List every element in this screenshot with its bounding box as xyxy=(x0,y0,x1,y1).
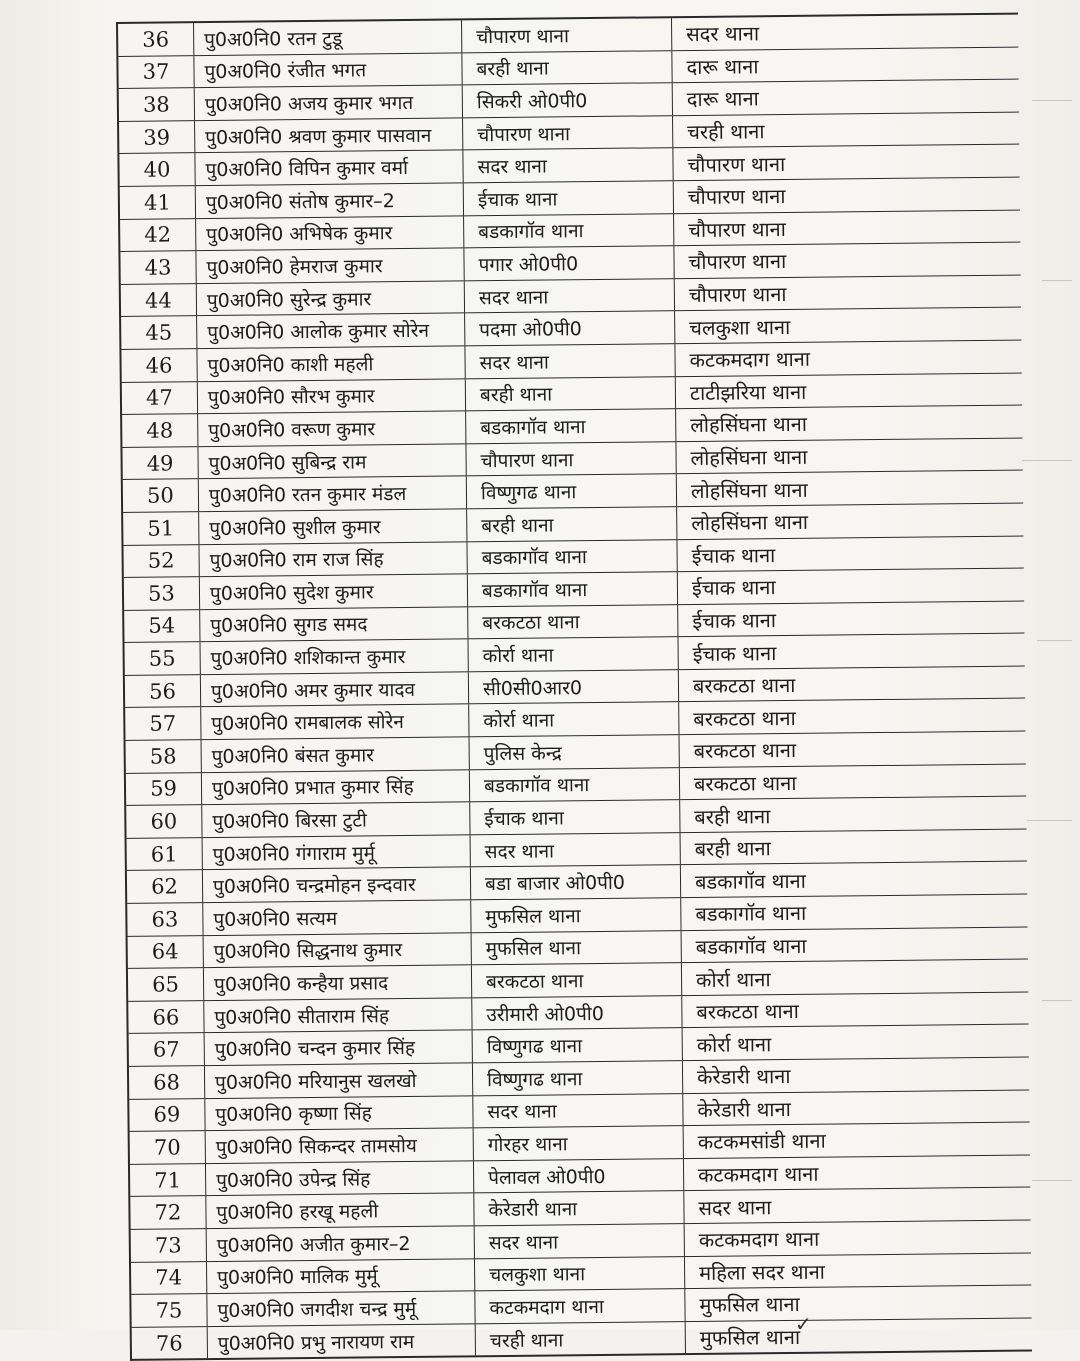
officer-name-cell: पु0अ0नि0 बंसत कुमार xyxy=(202,737,470,771)
to-station-cell: दारू थाना xyxy=(686,54,759,79)
serial-number-cell: 36 xyxy=(118,23,194,55)
serial-number-cell: 56 xyxy=(125,675,201,707)
serial-number-cell: 50 xyxy=(123,479,199,511)
serial-number-cell: 46 xyxy=(121,349,197,381)
serial-number-cell: 64 xyxy=(128,936,204,968)
from-station-cell: बडकागॉव थाना xyxy=(470,768,680,802)
to-station-cell: कोर्रा थाना xyxy=(695,966,771,992)
serial-number-cell: 70 xyxy=(130,1131,206,1163)
serial-number-cell: 53 xyxy=(124,577,200,609)
serial-number-cell: 59 xyxy=(126,773,202,805)
to-station-cell: केरेडारी थाना xyxy=(697,1096,791,1122)
officer-name-cell: पु0अ0नि0 विपिन कुमार वर्मा xyxy=(195,151,463,185)
serial-number-cell: 39 xyxy=(119,121,195,153)
serial-number-cell: 58 xyxy=(126,740,202,772)
officer-name-cell: पु0अ0नि0 सत्यम xyxy=(203,900,471,934)
serial-number-cell: 49 xyxy=(122,447,198,479)
officer-name-cell: पु0अ0नि0 मालिक मुर्मू xyxy=(207,1259,475,1293)
serial-number-cell: 41 xyxy=(120,186,196,218)
officer-name-cell: पु0अ0नि0 सुशील कुमार xyxy=(199,509,467,543)
to-station-cell: बरकटठा थाना xyxy=(693,705,796,731)
to-station-cell: ईचाक थाना xyxy=(691,542,776,568)
to-station-cell: लोहसिंघना थाना xyxy=(690,412,808,438)
officer-name-cell: पु0अ0नि0 चन्द्रमोहन इन्दवार xyxy=(203,868,471,902)
serial-number-cell: 67 xyxy=(129,1034,205,1066)
from-station-cell: मुफसिल थाना xyxy=(472,931,682,965)
officer-name-cell: पु0अ0नि0 संतोष कुमार–2 xyxy=(196,183,464,217)
to-station-cell: बरही थाना xyxy=(694,836,771,862)
to-station-cell: कोर्रा थाना xyxy=(696,1031,772,1057)
to-station-cell: टाटीझरिया थाना xyxy=(689,379,807,405)
serial-number-cell: 47 xyxy=(122,382,198,414)
officer-name-cell: पु0अ0नि0 श्रवण कुमार पासवान xyxy=(195,118,463,152)
to-station-cell: चौपारण थाना xyxy=(687,184,786,210)
from-station-cell: पदमा ओ0पी0 xyxy=(465,312,675,346)
to-station-cell: दारू थाना xyxy=(686,86,759,112)
to-station-cell: चौपारण थाना xyxy=(688,249,787,275)
officer-name-cell: पु0अ0नि0 सिकन्दर तामसोय xyxy=(206,1129,474,1163)
from-station-cell: सी0सी0आर0 xyxy=(469,670,679,704)
from-station-cell: मुफसिल थाना xyxy=(471,898,681,932)
serial-number-cell: 54 xyxy=(124,610,200,642)
serial-number-cell: 43 xyxy=(120,251,196,283)
officer-name-cell: पु0अ0नि0 चन्दन कुमार सिंह xyxy=(205,1031,473,1065)
from-station-cell: कोर्रा थाना xyxy=(468,637,678,671)
from-station-cell: चौपारण थाना xyxy=(466,442,676,476)
officer-name-cell: पु0अ0नि0 आलोक कुमार सोरेन xyxy=(197,314,465,348)
to-station-cell: बडकागॉव थाना xyxy=(694,868,806,894)
from-station-cell: विष्णुगढ थाना xyxy=(473,1061,683,1095)
to-station-cell: बरकटठा थाना xyxy=(692,673,796,699)
to-station-cell: मुफसिल थाना xyxy=(699,1292,800,1318)
serial-number-cell: 71 xyxy=(130,1164,206,1196)
to-station-cell: बरकटठा थाना xyxy=(696,999,799,1025)
to-station-cell: बरकटठा थाना xyxy=(693,770,797,796)
transfer-table xyxy=(116,13,1032,1361)
to-station-cell: चरही थाना xyxy=(687,119,765,145)
officer-name-cell: पु0अ0नि0 कन्हैया प्रसाद xyxy=(204,966,472,1000)
officer-name-cell: पु0अ0नि0 गंगाराम मुर्मू xyxy=(203,835,471,869)
from-station-cell: केरेडारी थाना xyxy=(474,1191,684,1225)
from-station-cell: बरही थाना xyxy=(467,507,677,541)
serial-number-cell: 72 xyxy=(130,1196,206,1228)
from-station-cell: सदर थाना xyxy=(463,149,673,183)
to-station-cell: मुफसिल थाना xyxy=(699,1324,801,1351)
officer-name-cell: पु0अ0नि0 सुबिन्द्र राम xyxy=(198,444,466,478)
to-station-cell: लोहसिंघना थाना xyxy=(690,444,808,471)
officer-name-cell: पु0अ0नि0 कृष्णा सिंह xyxy=(205,1096,473,1130)
from-station-cell: सिकरी ओ0पी0 xyxy=(463,83,673,117)
margin-marks xyxy=(1012,40,1072,1280)
officer-name-cell: पु0अ0नि0 मरियानुस खलखो xyxy=(205,1063,473,1097)
officer-name-cell: पु0अ0नि0 उपेन्द्र सिंह xyxy=(206,1161,474,1195)
to-station-cell: कटकमदाग थाना xyxy=(698,1226,820,1253)
from-station-cell: विष्णुगढ थाना xyxy=(467,474,677,508)
officer-name-cell: पु0अ0नि0 हरखू महली xyxy=(206,1194,474,1228)
from-station-cell: सदर थाना xyxy=(465,279,675,313)
serial-number-cell: 38 xyxy=(119,88,195,120)
from-station-cell: पुलिस केन्द्र xyxy=(470,735,680,769)
officer-name-cell: पु0अ0नि0 जगदीश चन्द्र मुर्मू xyxy=(207,1291,475,1325)
from-station-cell: पेलावल ओ0पी0 xyxy=(474,1159,684,1193)
officer-name-cell: पु0अ0नि0 हेमराज कुमार xyxy=(196,249,464,283)
officer-name-cell: पु0अ0नि0 वरूण कुमार xyxy=(198,411,466,445)
officer-name-cell: पु0अ0नि0 राम राज सिंह xyxy=(199,542,467,576)
officer-name-cell: पु0अ0नि0 सिद्धनाथ कुमार xyxy=(204,933,472,967)
from-station-cell: बडा बाजार ओ0पी0 xyxy=(471,866,681,900)
serial-number-cell: 44 xyxy=(121,284,197,316)
serial-number-cell: 68 xyxy=(129,1066,205,1098)
officer-name-cell: पु0अ0नि0 रतन कुमार मंडल xyxy=(199,477,467,511)
serial-number-cell: 45 xyxy=(121,317,197,349)
to-station-cell: ईचाक थाना xyxy=(692,608,777,633)
serial-number-cell: 66 xyxy=(128,1001,204,1033)
from-station-cell: बरकटठा थाना xyxy=(472,963,682,997)
from-station-cell: सदर थाना xyxy=(473,1094,683,1128)
officer-name-cell: पु0अ0नि0 रंजीत भगत xyxy=(194,53,462,87)
officer-name-cell: पु0अ0नि0 अजय कुमार भगत xyxy=(195,86,463,120)
serial-number-cell: 40 xyxy=(119,154,195,186)
serial-number-cell: 74 xyxy=(131,1262,207,1294)
to-station-cell: कटकमदाग थाना xyxy=(697,1161,819,1188)
officer-name-cell: पु0अ0नि0 अभिषेक कुमार xyxy=(196,216,464,250)
to-station-cell: बडकागॉव थाना xyxy=(695,933,807,959)
serial-number-cell: 63 xyxy=(127,903,203,935)
officer-name-cell: पु0अ0नि0 रतन टुडू xyxy=(194,20,462,54)
from-station-cell: चौपारण थाना xyxy=(462,18,672,52)
to-station-cell: केरेडारी थाना xyxy=(696,1064,791,1090)
from-station-cell: उरीमारी ओ0पी0 xyxy=(472,996,682,1030)
officer-name-cell: पु0अ0नि0 बिरसा टुटी xyxy=(202,803,470,837)
from-station-cell: कटकमदाग थाना xyxy=(475,1289,685,1323)
from-station-cell: सदर थाना xyxy=(475,1224,685,1258)
from-station-cell: सदर थाना xyxy=(465,344,675,378)
officer-name-cell: पु0अ0नि0 सुदेश कुमार xyxy=(200,574,468,608)
serial-number-cell: 51 xyxy=(123,512,199,544)
serial-number-cell: 52 xyxy=(123,545,199,577)
from-station-cell: चौपारण थाना xyxy=(463,116,673,150)
from-station-cell: गोरहर थाना xyxy=(474,1126,684,1160)
from-station-cell: बडकागॉव थाना xyxy=(466,409,676,443)
officer-name-cell: पु0अ0नि0 सीताराम सिंह xyxy=(204,998,472,1032)
serial-number-cell: 48 xyxy=(122,414,198,446)
officer-name-cell: पु0अ0नि0 अमर कुमार यादव xyxy=(201,672,469,706)
to-station-cell: ईचाक थाना xyxy=(691,575,776,601)
to-station-cell: बरही थाना xyxy=(694,803,771,829)
officer-name-cell: पु0अ0नि0 सौरभ कुमार xyxy=(198,379,466,413)
from-station-cell: चरही थाना xyxy=(476,1322,686,1356)
to-station-cell: चलकुशा थाना xyxy=(689,314,791,340)
officer-name-cell: पु0अ0नि0 अजीत कुमार–2 xyxy=(207,1226,475,1260)
serial-number-cell: 37 xyxy=(118,56,194,88)
from-station-cell: कोर्रा थाना xyxy=(469,703,679,737)
from-station-cell: सदर थाना xyxy=(471,833,681,867)
officer-name-cell: पु0अ0नि0 सुगड समद xyxy=(200,607,468,641)
to-station-cell: बडकागॉव थाना xyxy=(695,901,807,927)
handwritten-tick-mark: ✓ xyxy=(795,1312,812,1336)
from-station-cell: पगार ओ0पी0 xyxy=(464,246,674,280)
from-station-cell: चलकुशा थाना xyxy=(475,1257,685,1291)
officer-name-cell: पु0अ0नि0 काशी महली xyxy=(197,346,465,380)
serial-number-cell: 76 xyxy=(132,1327,208,1359)
to-station-cell: बरकटठा थाना xyxy=(693,738,797,764)
officer-name-cell: पु0अ0नि0 रामबालक सोरेन xyxy=(201,705,469,739)
from-station-cell: विष्णुगढ थाना xyxy=(473,1029,683,1063)
from-station-cell: बडकागॉव थाना xyxy=(468,572,678,606)
serial-number-cell: 69 xyxy=(129,1099,205,1131)
to-station-cell: ईचाक थाना xyxy=(692,640,777,666)
officer-name-cell: पु0अ0नि0 सुरेन्द्र कुमार xyxy=(197,281,465,315)
from-station-cell: बरकटठा थाना xyxy=(468,605,678,639)
to-station-cell: लोहसिंघना थाना xyxy=(690,477,808,503)
from-station-cell: बरही थाना xyxy=(466,377,676,411)
to-station-cell: सदर थाना xyxy=(686,21,760,47)
from-station-cell: बडकागॉव थाना xyxy=(464,214,674,248)
to-station-cell: चौपारण थाना xyxy=(688,282,787,308)
to-station-cell: चौपारण थाना xyxy=(688,216,787,242)
to-station-cell: कटकमसांडी थाना xyxy=(697,1129,826,1155)
to-station-cell: कटकमदाग थाना xyxy=(689,346,811,373)
serial-number-cell: 57 xyxy=(125,708,201,740)
serial-number-cell: 75 xyxy=(131,1294,207,1326)
officer-name-cell: पु0अ0नि0 प्रभात कुमार सिंह xyxy=(202,770,470,804)
from-station-cell: ईचाक थाना xyxy=(464,181,674,215)
serial-number-cell: 65 xyxy=(128,968,204,1000)
officer-name-cell: पु0अ0नि0 प्रभु नारायण राम xyxy=(208,1324,476,1358)
serial-number-cell: 73 xyxy=(131,1229,207,1261)
serial-number-cell: 62 xyxy=(127,871,203,903)
to-station-cell: महिला सदर थाना xyxy=(699,1259,826,1285)
from-station-cell: बडकागॉव थाना xyxy=(467,540,677,574)
to-station-cell: लोहसिंघना थाना xyxy=(691,509,809,536)
to-station-cell: चौपारण थाना xyxy=(687,151,786,177)
serial-number-cell: 42 xyxy=(120,219,196,251)
officer-name-cell: पु0अ0नि0 शशिकान्त कुमार xyxy=(201,640,469,674)
serial-number-cell: 55 xyxy=(125,642,201,674)
serial-number-cell: 60 xyxy=(126,805,202,837)
from-station-cell: ईचाक थाना xyxy=(470,800,680,834)
serial-number-cell: 61 xyxy=(127,838,203,870)
to-station-cell: सदर थाना xyxy=(698,1194,772,1220)
from-station-cell: बरही थाना xyxy=(462,51,672,85)
